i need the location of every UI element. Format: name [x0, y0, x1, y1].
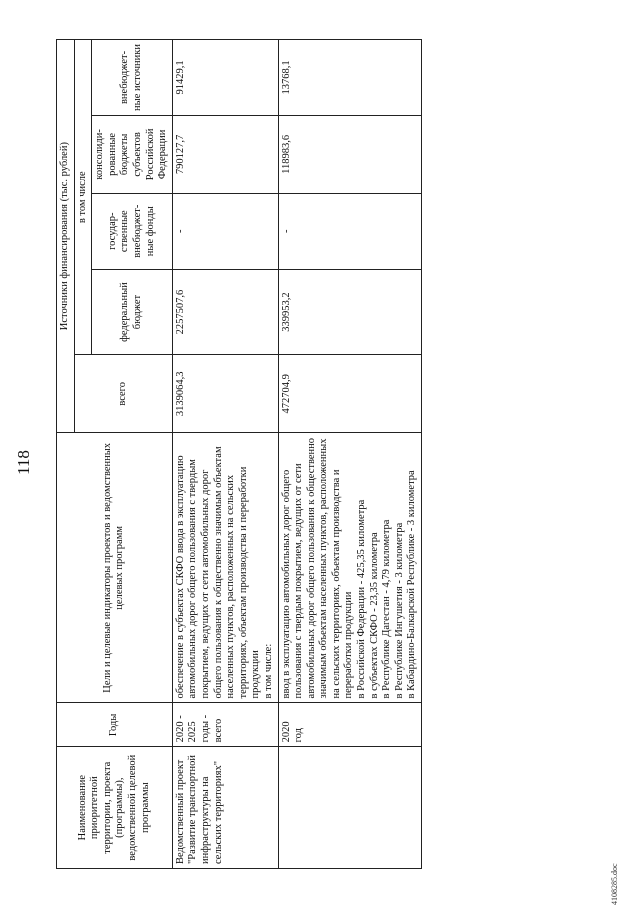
funding-table: [56, 39, 422, 869]
row-state-funds: -: [278, 193, 422, 269]
detail-line: в Кабардино-Балкарской Республике - 3 километра: [406, 470, 418, 699]
row-federal: 2257507,6: [172, 269, 278, 355]
header-name: Наименование приоритетной территории, проекта (программы), ведомственной целевой программы: [57, 747, 173, 869]
row-years: 2020 год: [278, 703, 422, 747]
goals-text: ввод в эксплуатацию автомобильных дорог общего пользования с твердым покрытием, ведущих от сети автомобильных дорог общего пользования к общественно значимым объектам населенных пунктов, расположенных на сельских территориях, объектам производства и переработки продукции: [280, 438, 355, 699]
row-total: 3139064,3: [172, 355, 278, 433]
header-including: в том числе: [74, 40, 92, 355]
header-state-funds: государ-ственные внебюджет-ные фонды: [92, 193, 173, 269]
row-goals: [278, 433, 422, 703]
row-total: 472704,9: [278, 355, 422, 433]
detail-line: в субъектах СКФО - 23,35 километра: [368, 532, 380, 699]
row-name: Ведомственный проект "Развитие транспортной инфраструктуры на сельских территориях": [172, 747, 278, 869]
table-row: [278, 40, 422, 869]
header-offbudget: внебюджет-ные источники: [92, 40, 173, 116]
row-regional: 118983,6: [278, 115, 422, 193]
page-number: 118: [14, 450, 33, 475]
detail-line: в Республике Ингушетия - 3 километра: [393, 522, 405, 699]
detail-line: в Республике Дагестан - 4,79 километра: [381, 519, 393, 699]
header-years: Годы: [57, 703, 173, 747]
header-goals: Цели и целевые индикаторы проектов и ведомственных целевых программ: [57, 433, 173, 703]
goals-text: обеспечение в субъектах СКФО ввода в эксплуатацию автомобильных дорог общего пользования с твердым покрытием, ведущих от сети автомобильных дорог общего пользования к общественно значимым объектам населенных пунктов, расположенных на сельских территориях, объектам производства и переработки продукции: [174, 446, 262, 699]
table-row: [172, 40, 278, 869]
row-goals: [172, 433, 278, 703]
detail-line: в Российской Федерации - 425,35 километра: [356, 499, 368, 699]
header-total: всего: [74, 355, 172, 433]
row-regional: 790127,7: [172, 115, 278, 193]
row-offbudget: 13768,1: [278, 40, 422, 116]
header-regional-budgets: консолиди-рованные бюджеты субъектов Российской Федерации: [92, 115, 173, 193]
footer-code: 4108285.doc: [610, 863, 619, 905]
header-federal-budget: федеральный бюджет: [92, 269, 173, 355]
row-state-funds: -: [172, 193, 278, 269]
row-offbudget: 91429,1: [172, 40, 278, 116]
row-name: [278, 747, 422, 869]
goals-including: в том числе:: [262, 643, 274, 699]
header-funding-sources: Источники финансирования (тыс. рублей): [57, 40, 75, 433]
row-federal: 339953,2: [278, 269, 422, 355]
row-years: 2020 - 2025 годы - всего: [172, 703, 278, 747]
